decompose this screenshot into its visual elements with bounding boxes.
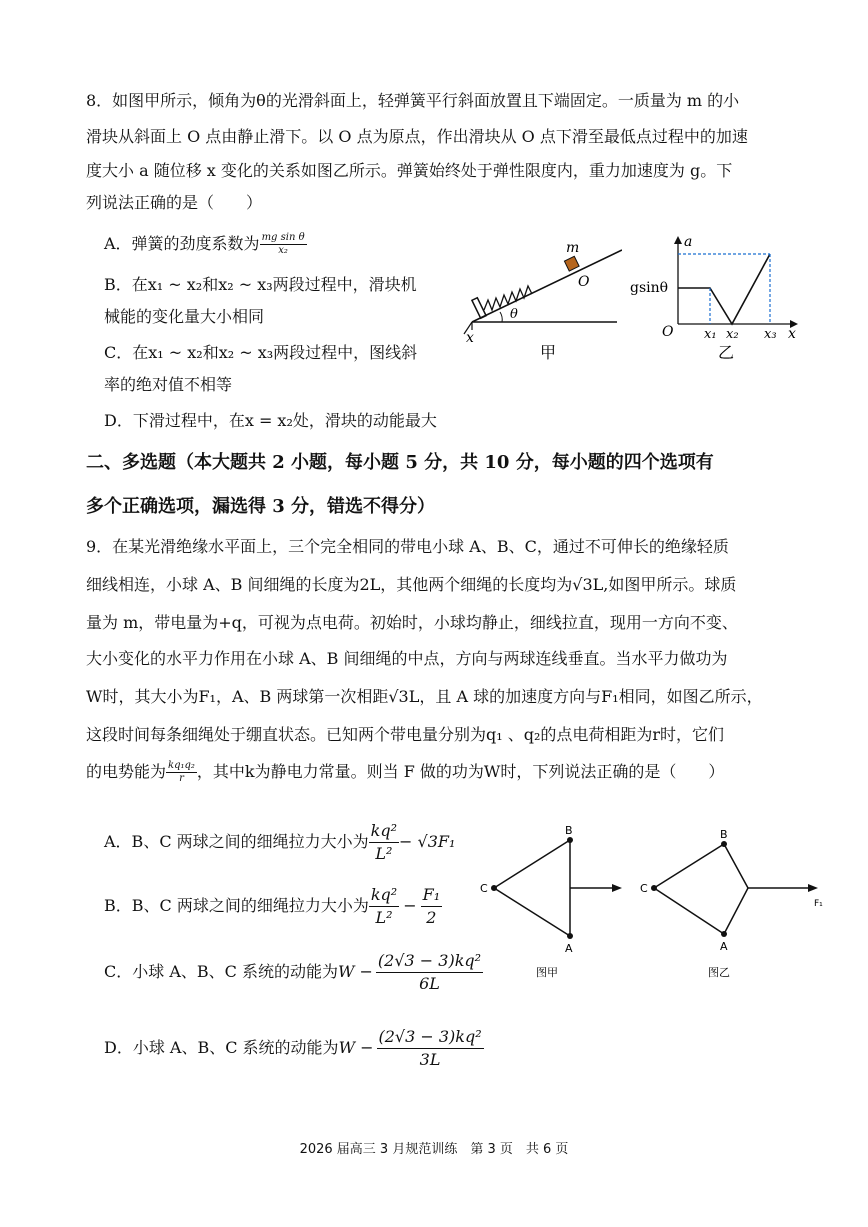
q9-potential-fraction <box>166 760 197 785</box>
q9-potential-denominator: r <box>179 773 184 784</box>
force-arrow-head <box>612 884 622 892</box>
page-footer: 2026 届高三 3 月规范训练 第 3 页 共 6 页 <box>299 1142 569 1157</box>
q9-option-c-fraction <box>376 950 483 995</box>
figure-caption-yi: 乙 <box>718 343 735 362</box>
q9-option-d-numerator: (2√3 − 3)kq² <box>377 1026 484 1049</box>
q9-line1: 9．在某光滑绝缘水平面上，三个完全相同的带电小球 A、B、C，通过不可伸长的绝缘轻质 <box>86 537 729 556</box>
q8-option-b-line2: 械能的变化量大小相同 <box>104 307 265 326</box>
rope-b-mid <box>724 844 748 888</box>
q9-option-a-numerator: kq² <box>369 820 399 843</box>
rope-cb <box>654 844 724 888</box>
angle-arc <box>500 312 502 322</box>
spring-base <box>472 298 486 319</box>
label-f1: F₁ <box>814 899 823 909</box>
q9-line6: 这段时间每条细绳处于绷直状态。已知两个带电量分别为q₁ 、q₂的点电荷相距为r时，它们 <box>86 725 725 744</box>
q8-option-a-fraction <box>260 232 307 257</box>
ball-c <box>651 885 657 891</box>
q9-option-b-numerator2: F₁ <box>421 884 443 907</box>
label-c: C <box>480 882 488 895</box>
rope-ca <box>654 888 724 934</box>
q8-figure-jia <box>462 232 622 372</box>
ball-b <box>567 837 573 843</box>
label-c: C <box>640 882 648 895</box>
ball-c <box>491 885 497 891</box>
incline-line <box>472 250 622 322</box>
q9-option-a-fraction <box>369 820 399 865</box>
q9-option-d-text: D．小球 A、B、C 系统的动能为 <box>104 1038 339 1057</box>
slider-block <box>564 256 579 271</box>
q9-option-b <box>104 884 442 929</box>
figure-caption-yi: 图乙 <box>708 966 730 979</box>
q9-option-c-numerator: (2√3 − 3)kq² <box>376 950 483 973</box>
label-a: a <box>684 234 693 250</box>
label-b: B <box>565 824 573 837</box>
a-x-curve <box>678 254 770 324</box>
q9-line3: 量为 m，带电量为+q，可视为点电荷。初始时，小球均静止，细线拉直，现用一方向不变、 <box>86 613 738 632</box>
q9-option-a-denominator: L² <box>375 844 393 863</box>
ball-b <box>721 841 727 847</box>
label-m: m <box>566 240 580 256</box>
q8-option-a-denominator: x₂ <box>278 245 288 256</box>
q9-option-c-w: W − <box>337 962 373 981</box>
rope-cb <box>494 840 570 888</box>
q9-figure-jia <box>476 822 636 982</box>
section2-heading-line1: 二、多选题（本大题共 2 小题，每小题 5 分，共 10 分，每小题的四个选项有 <box>86 452 714 473</box>
ball-a <box>721 931 727 937</box>
q8-option-d: D．下滑过程中，在x = x₂处，滑块的动能最大 <box>104 411 437 430</box>
q8-figure-yi <box>628 228 808 368</box>
q9-option-a-text: A．B、C 两球之间的细绳拉力大小为 <box>104 832 369 851</box>
q9-option-b-denominator1: L² <box>375 908 393 927</box>
q9-option-a-tail: − √3F₁ <box>399 832 456 851</box>
q9-option-b-denominator2: 2 <box>426 908 437 927</box>
q9-option-d <box>104 1026 484 1071</box>
ball-a <box>567 933 573 939</box>
q9-option-b-fraction2 <box>421 884 443 929</box>
q9-option-d-denominator: 3L <box>419 1050 441 1069</box>
q8-option-a-text: A．弹簧的劲度系数为 <box>104 234 260 253</box>
force-arrow-head <box>808 884 818 892</box>
q8-stem-line3: 度大小 a 随位移 x 变化的关系如图乙所示。弹簧始终处于弹性限度内，重力加速度为 g。下 <box>86 161 733 180</box>
q8-option-a-numerator: mg sin θ <box>261 232 305 243</box>
q8-stem-line1: 8．如图甲所示，倾角为θ的光滑斜面上，轻弹簧平行斜面放置且下端固定。一质量为 m 的小 <box>86 91 740 110</box>
label-x3: x₃ <box>764 327 777 342</box>
q8-stem-line4: 列说法正确的是（ ） <box>86 193 263 212</box>
q8-option-c-line1: C．在x₁ ~ x₂和x₂ ~ x₃两段过程中，图线斜 <box>104 343 418 362</box>
q9-option-b-fraction1 <box>369 884 399 929</box>
q8-option-a <box>104 232 307 257</box>
label-x2: x₂ <box>726 327 739 342</box>
figure-caption-jia: 图甲 <box>536 966 558 979</box>
figure-caption-jia: 甲 <box>540 343 557 362</box>
label-x: x <box>466 330 474 346</box>
q8-option-b-line1: B．在x₁ ~ x₂和x₂ ~ x₃两段过程中，滑块机 <box>104 275 417 294</box>
label-origin: O <box>662 324 674 340</box>
label-a: A <box>720 940 728 953</box>
label-gsin-theta: gsinθ <box>630 280 669 296</box>
section2-heading-line2: 多个正确选项，漏选得 3 分，错选不得分） <box>86 496 436 517</box>
q9-option-b-minus: − <box>403 896 417 915</box>
q9-potential-numerator: kq₁q₂ <box>168 760 195 771</box>
q9-option-b-numerator1: kq² <box>369 884 399 907</box>
q9-line7-suffix: ，其中k为静电力常量。则当 F 做的功为W时，下列说法正确的是（ ） <box>196 762 725 781</box>
q8-stem-line2: 滑块从斜面上 O 点由静止滑下。以 O 点为原点，作出滑块从 O 点下滑至最低点过程中的加速 <box>86 127 748 146</box>
y-axis-arrow <box>674 236 682 244</box>
q9-line2: 细线相连，小球 A、B 间细绳的长度为2L，其他两个细绳的长度均为√3L,如图甲所示。球质 <box>86 575 737 594</box>
q9-option-b-text: B．B、C 两球之间的细绳拉力大小为 <box>104 896 369 915</box>
q9-option-d-fraction <box>377 1026 484 1071</box>
q9-option-c-denominator: 6L <box>419 974 440 993</box>
rope-ca <box>494 888 570 936</box>
q9-option-c <box>104 950 483 995</box>
label-x1: x₁ <box>704 327 717 342</box>
q8-option-c-line2: 率的绝对值不相等 <box>104 375 233 394</box>
q9-line7 <box>86 760 724 785</box>
q9-line7-prefix: 的电势能为 <box>86 762 167 781</box>
label-x-axis: x <box>788 326 796 342</box>
q9-figure-yi <box>636 822 836 982</box>
rope-a-mid <box>724 888 748 934</box>
q9-option-a <box>104 820 455 865</box>
q9-option-d-w: W − <box>338 1038 374 1057</box>
q9-line4: 大小变化的水平力作用在小球 A、B 间细绳的中点，方向与两球连线垂直。当水平力做功为 <box>86 649 728 668</box>
q9-line5: W时，其大小为F₁，A、B 两球第一次相距√3L，且 A 球的加速度方向与F₁相同，如图乙所示， <box>86 687 763 706</box>
spring-coil <box>484 286 532 310</box>
label-o: O <box>578 274 590 290</box>
label-b: B <box>720 828 728 841</box>
q9-option-c-text: C．小球 A、B、C 系统的动能为 <box>104 962 338 981</box>
label-a: A <box>565 942 573 955</box>
label-theta: θ <box>510 307 518 322</box>
